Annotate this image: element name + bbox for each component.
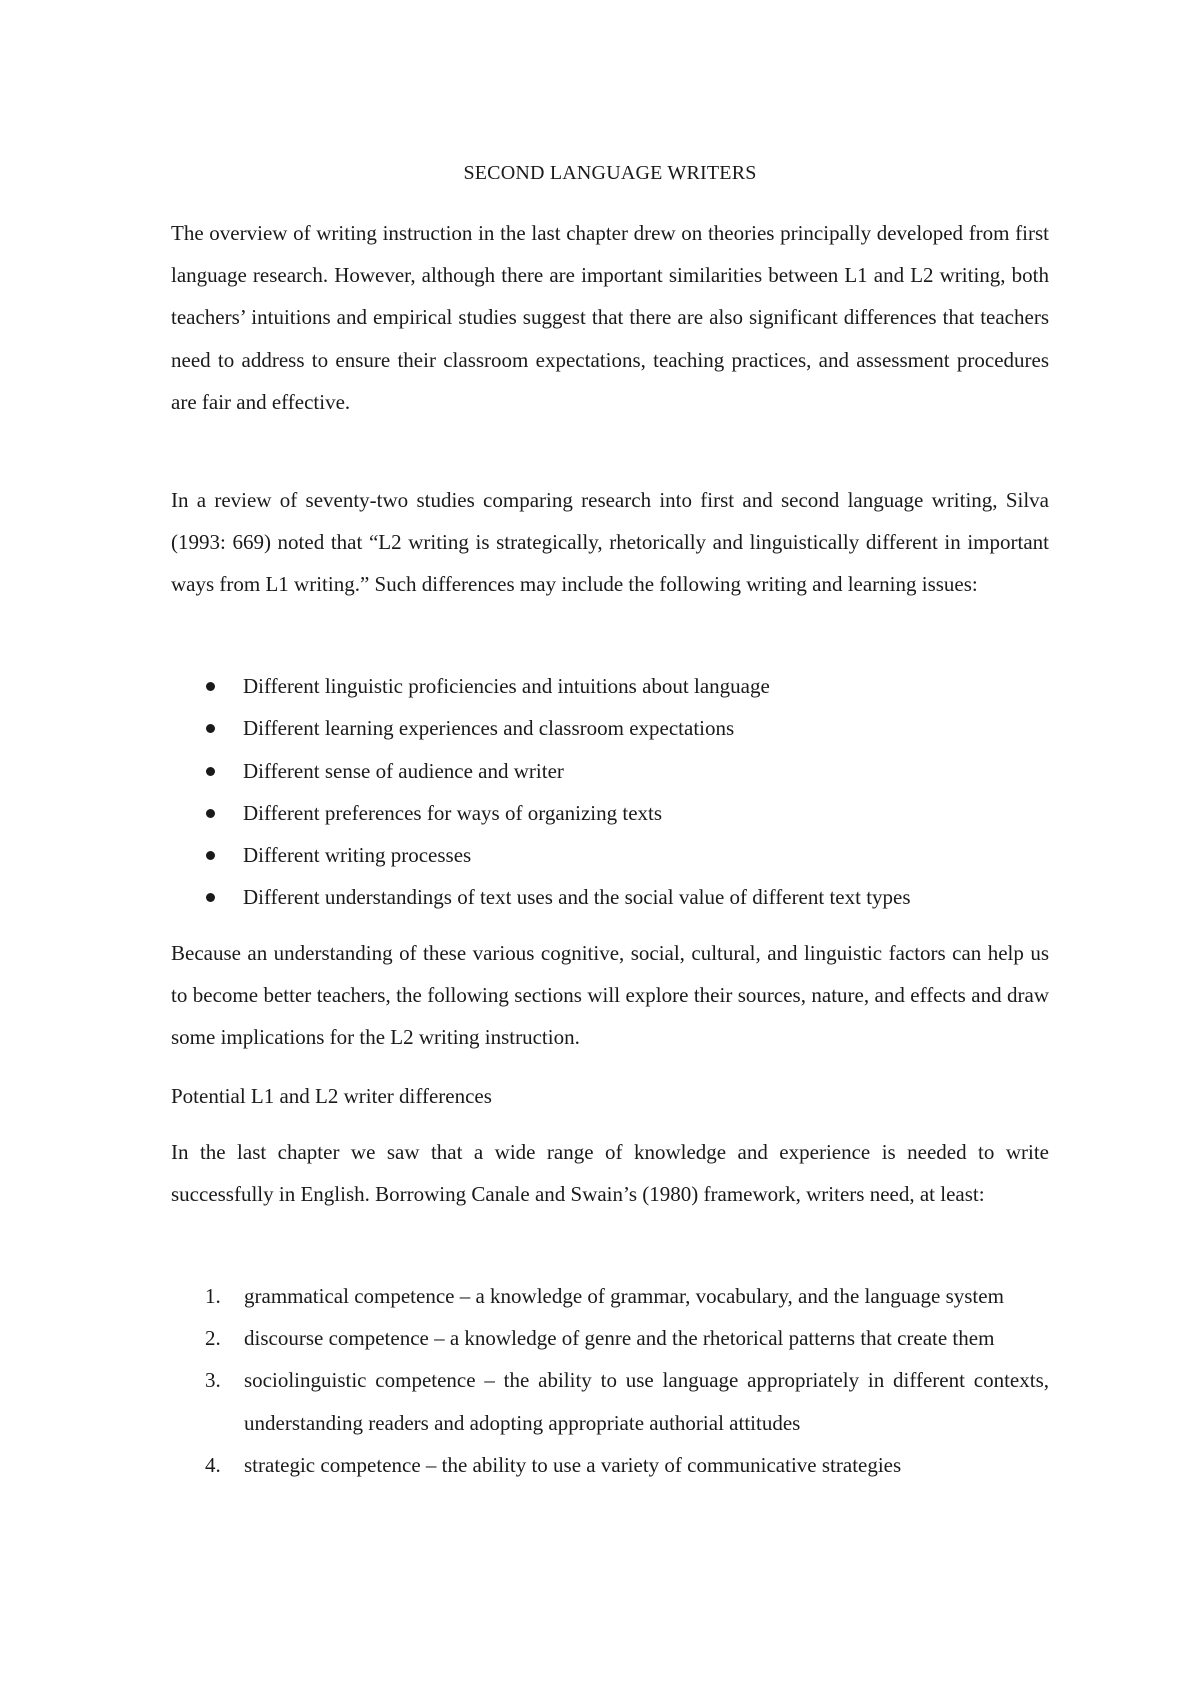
bullet-icon	[206, 893, 215, 902]
bullet-icon	[206, 682, 215, 691]
item-number: 2.	[205, 1326, 221, 1351]
list-item	[171, 665, 1049, 707]
item-number: 1.	[205, 1284, 221, 1308]
list-item-text: Different linguistic proficiencies and intuitions about language	[243, 674, 770, 698]
list-item-text: Different learning experiences and classroom expectations	[243, 716, 735, 741]
section-subheading: Potential L1 and L2 writer differences	[171, 1084, 492, 1108]
numbered-item	[171, 1317, 1049, 1359]
list-item	[171, 707, 1049, 749]
competence-numbered-list	[171, 1275, 1049, 1486]
list-item	[171, 834, 1049, 876]
list-item	[171, 792, 1049, 834]
paragraph-intro: The overview of writing instruction in the last chapter drew on theories principally developed from first language research. However, although there are important similarities between L1 and L2 writing, both teachers’ intuitions and empirical studies suggest that there are also significant differences that teachers need to address to ensure their classroom expectations, teaching practices, and assessment procedures are fair and effective.	[171, 221, 1049, 414]
list-item-text: Different sense of audience and writer	[243, 758, 564, 783]
bullet-icon	[206, 724, 215, 733]
paragraph-understanding: Because an understanding of these various cognitive, social, cultural, and linguistic factors can help us to become better teachers, the following sections will explore their sources, nature, and effects and draw some implications for the L2 writing instruction.	[171, 941, 1049, 1050]
list-item-text: Different understandings of text uses and the social value of different text types	[243, 885, 911, 910]
item-number: 4.	[205, 1452, 221, 1477]
list-item	[171, 750, 1049, 792]
numbered-item-text: discourse competence – a knowledge of genre and the rhetorical patterns that create them	[244, 1326, 995, 1351]
numbered-item	[171, 1359, 1049, 1443]
differences-bullet-list	[171, 665, 1049, 919]
paragraph-silva-review: In a review of seventy-two studies comparing research into first and second language writing, Silva (1993: 669) noted that “L2 writing is strategically, rhetorically and linguistically different in important ways from L1 writing.” Such differences may include the following writing and learning issues:	[171, 488, 1049, 597]
numbered-item	[171, 1444, 1049, 1486]
bullet-icon	[206, 767, 215, 776]
document-title: SECOND LANGUAGE WRITERS	[463, 162, 757, 184]
list-item-text: Different preferences for ways of organizing texts	[243, 800, 663, 825]
numbered-item-text: sociolinguistic competence – the ability to use language appropriately in different contexts, understanding readers and adopting appropriate authorial attitudes	[244, 1368, 1049, 1435]
bullet-icon	[206, 809, 215, 818]
item-number: 3.	[205, 1368, 221, 1393]
numbered-item-text: strategic competence – the ability to use a variety of communicative strategies	[244, 1452, 902, 1477]
list-item-text: Different writing processes	[243, 843, 472, 868]
list-item	[171, 876, 1049, 918]
numbered-item-text: grammatical competence – a knowledge of grammar, vocabulary, and the language system	[244, 1284, 1004, 1308]
numbered-item	[171, 1275, 1049, 1317]
bullet-icon	[206, 851, 215, 860]
paragraph-canale-swain: In the last chapter we saw that a wide range of knowledge and experience is needed to write successfully in English. Borrowing Canale and Swain’s (1980) framework, writers need, at least:	[171, 1140, 1049, 1207]
